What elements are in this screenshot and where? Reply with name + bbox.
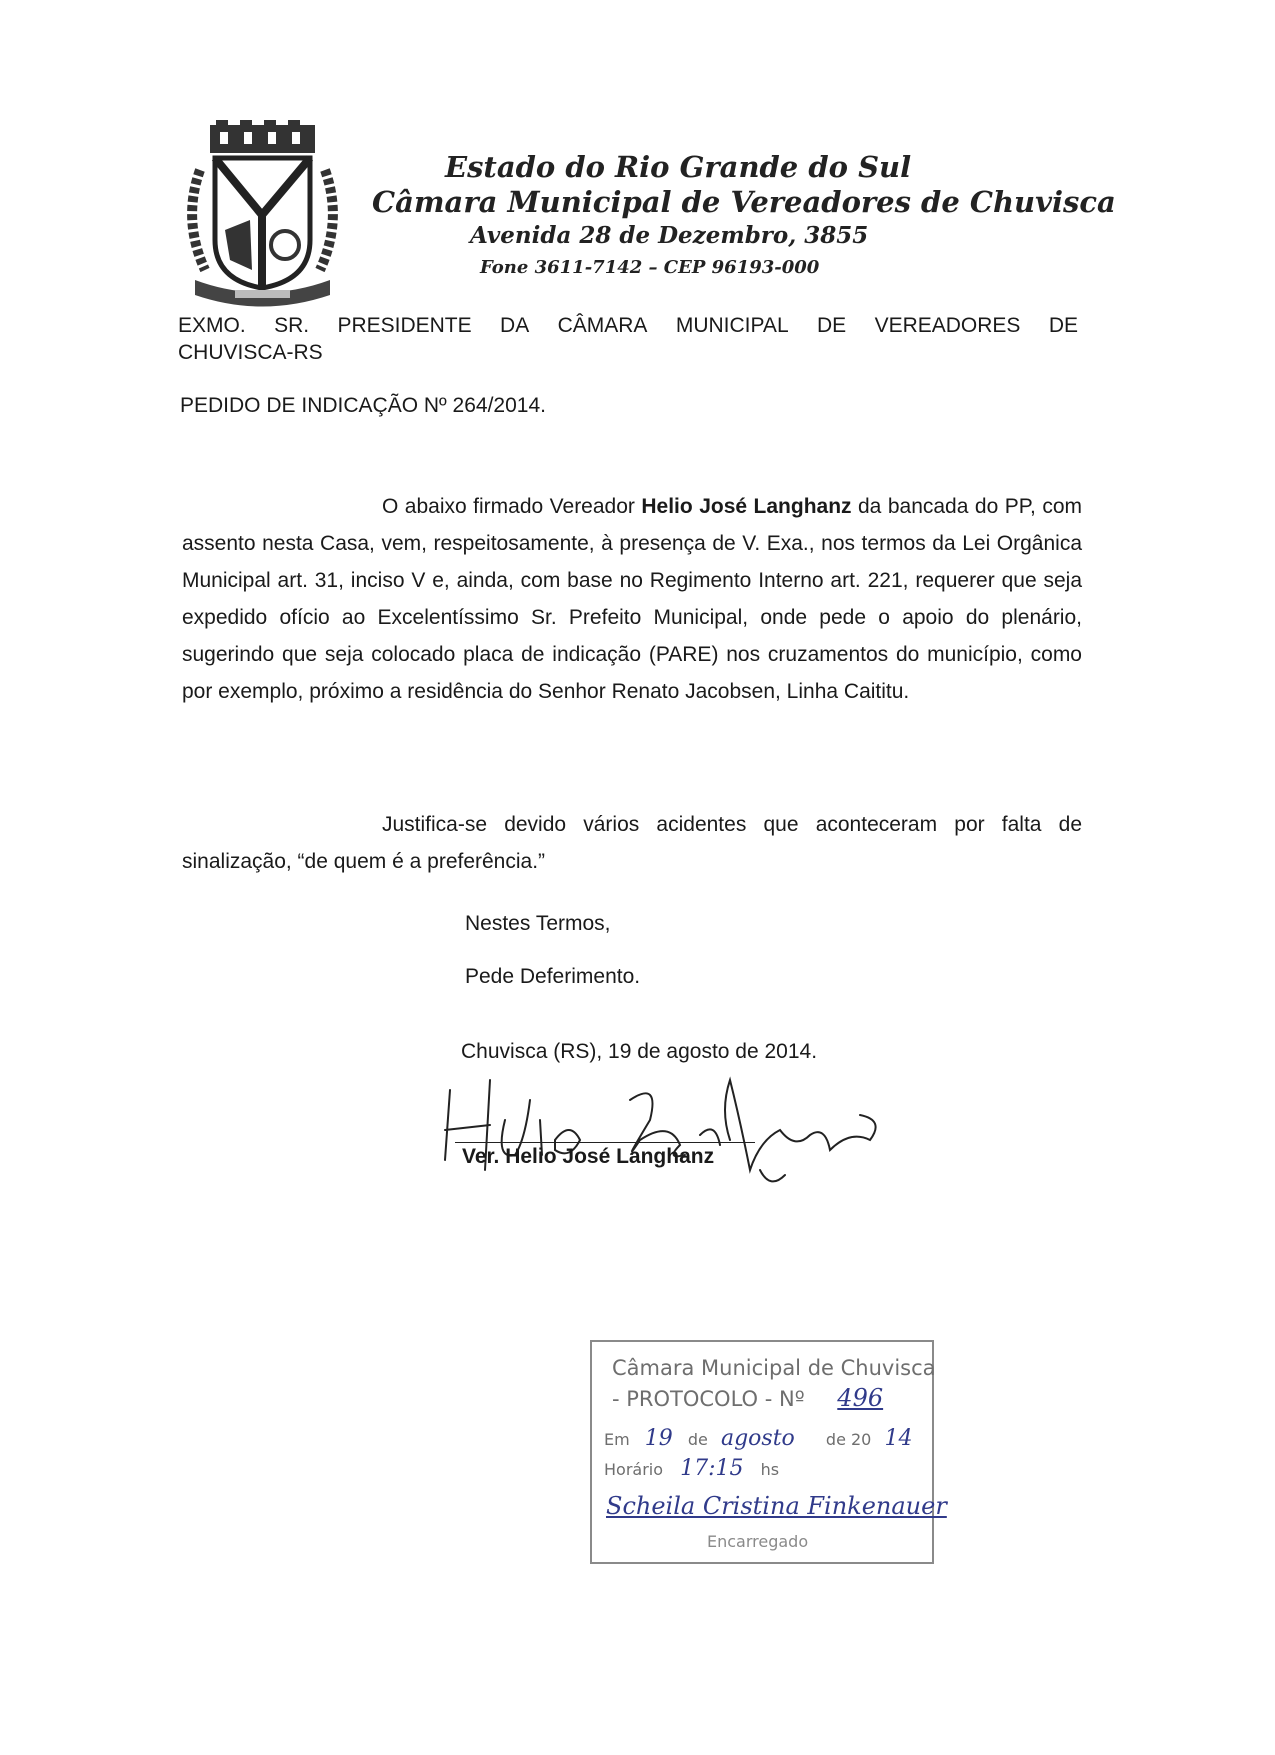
stamp-clerk-signature: Scheila Cristina Finkenauer [606,1492,947,1520]
paragraph-1-intro: O abaixo firmado Vereador [382,495,642,518]
stamp-de-label: de [687,1430,708,1449]
stamp-year-label: de 20 [825,1430,872,1449]
stamp-protocol-label: - PROTOCOLO - Nº [612,1387,805,1411]
councilman-name: Helio José Langhanz [641,495,852,518]
header-address: Avenida 28 de Dezembro, 3855 [470,222,869,249]
header-state-name: Estado do Rio Grande do Sul [445,150,912,184]
signature-line [455,1142,755,1143]
place-and-date: Chuvisca (RS), 19 de agosto de 2014. [461,1040,818,1063]
closing-request: Pede Deferimento. [465,965,641,988]
addressee-word: MUNICIPAL [675,314,789,337]
protocol-stamp [590,1340,947,1564]
stamp-clerk-label: Encarregado [707,1532,809,1551]
signatory-name: Ver. Helio José Langhanz [462,1145,715,1168]
stamp-time: 17:15 [680,1456,744,1481]
stamp-year: 14 [884,1426,913,1451]
closing-terms: Nestes Termos, [465,912,611,935]
stamp-month: agosto [720,1426,795,1451]
paragraph-1-body: da bancada do PP, com assento nesta Casa, vem, respeitosamente, à presença de V. Exa., nos termos da Lei Orgânica Municipal art. 31, inciso V e, ainda, com base no Regimento Interno art. 221, requerer que seja expedido ofício ao Excelentíssimo Sr. Prefeito Municipal, onde pede o apoio do plenário, sugerindo que seja colocado placa de indicação (PARE) nos cruzamentos do município, como por exemplo, próximo a residência do Senhor Renato Jacobsen, Linha Caititu. [182,495,1083,703]
addressee-word: CÂMARA [557,314,648,337]
request-title: PEDIDO DE INDICAÇÃO Nº 264/2014. [180,394,546,417]
header-phone-postcode: Fone 3611-7142 – CEP 96193-000 [480,257,820,278]
stamp-time-line [604,1456,779,1481]
stamp-date-line [604,1426,912,1451]
body-paragraph-2 [182,806,1082,880]
body-paragraph-1 [182,488,1082,710]
addressee-word: PRESIDENTE [337,314,472,337]
stamp-protocol-line [612,1384,883,1412]
handwritten-signature [430,1060,910,1190]
addressee-word: DA [500,314,530,337]
stamp-day: 19 [644,1426,673,1451]
addressee-word: SR. [274,314,310,337]
stamp-hs-label: hs [760,1460,780,1479]
justification-text: Justifica-se devido vários acidentes que aconteceram por falta de sinalização, “de quem é a preferência.” [182,813,1082,873]
stamp-protocol-number: 496 [837,1384,884,1412]
addressee-line-1 [178,312,1078,339]
addressee-block [178,312,1078,366]
stamp-title: Câmara Municipal de Chuvisca [612,1356,936,1380]
stamp-em-label: Em [604,1430,630,1449]
municipal-crest-emblem [180,120,345,315]
header-chamber-name: Câmara Municipal de Vereadores de Chuvisca [372,185,1116,219]
addressee-line-2: CHUVISCA-RS [178,341,323,364]
addressee-word: DE [817,314,847,337]
addressee-word: DE [1048,314,1078,337]
addressee-word: EXMO. [178,314,246,337]
stamp-time-label: Horário [604,1460,664,1479]
addressee-word: VEREADORES [874,314,1021,337]
